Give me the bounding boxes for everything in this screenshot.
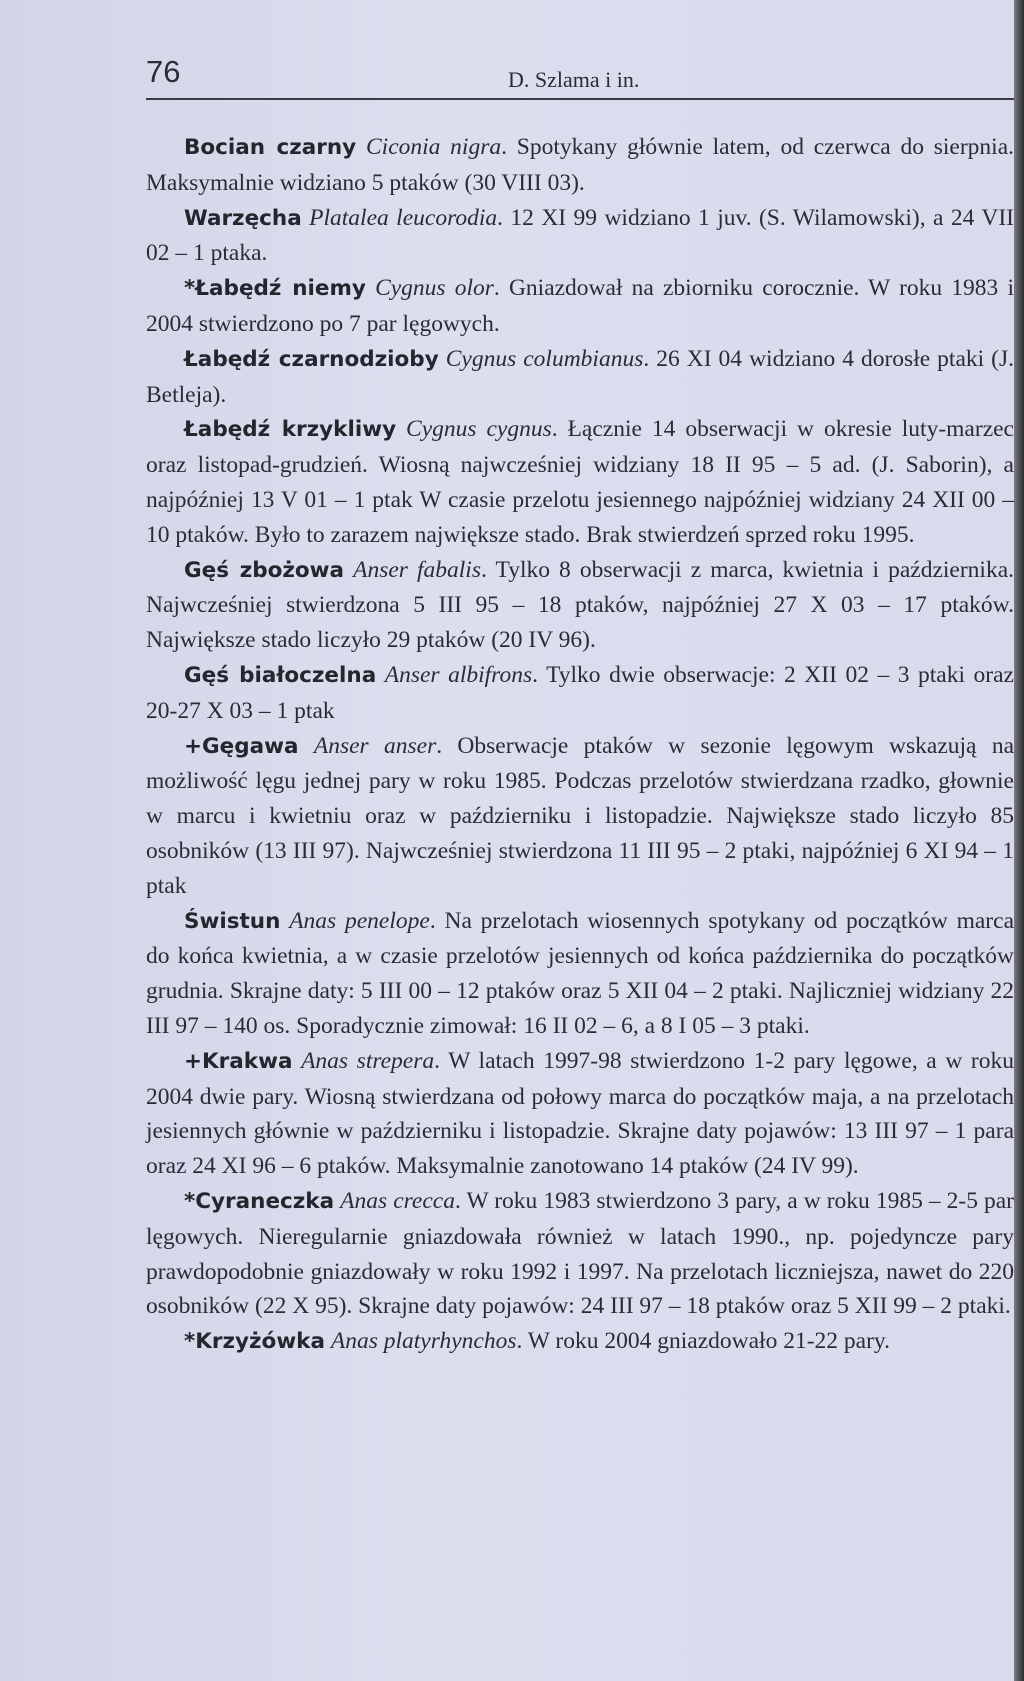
species-latin-name: Anser albifrons: [384, 661, 533, 688]
species-name: Gęś białoczelna: [184, 662, 377, 688]
page-header: [146, 50, 1014, 100]
page-number: 76: [146, 54, 181, 89]
species-entry-cyraneczka: [146, 1184, 1014, 1324]
species-entry-swistun: [146, 904, 1014, 1044]
species-description: . Na przelotach wiosennych spotykany od początków marca do końca kwietnia, a w czasie przelotów jesiennych od końca października do początków grudnia. Skrajne daty: 5 III 00 – 12 ptaków oraz 5 XII 04 – 2 ptaki. Najliczniej widziany 22 III 97 – 140 os. Sporadycznie zimował: 16 II 02 – 6, a 8 I 05 – 3 ptaki.: [146, 907, 1014, 1039]
species-description: . Tylko dwie obserwacje: 2 XII 02 – 3 ptaki oraz 20-27 X 03 – 1 ptak: [146, 661, 1014, 724]
species-latin-name: Anas penelope: [289, 907, 430, 934]
species-description: . W latach 1997-98 stwierdzono 1-2 pary lęgowe, a w roku 2004 dwie pary. Wiosną stwierdzana od połowy marca do początków maja, a na przelotach jesiennych głównie w październiku i listopadzie. Skrajne daty pojawów: 13 III 97 – 1 para oraz 24 XI 96 – 6 ptaków. Maksymalnie zanotowano 14 ptaków (24 IV 99).: [146, 1047, 1014, 1180]
species-entry-labedz-krzykliwy: [146, 412, 1014, 552]
species-entry-labedz-czarnodzioby: [146, 342, 1014, 413]
species-latin-name: Cygnus cygnus: [406, 416, 552, 443]
species-description: . Spotykany głównie latem, od czerwca do sierpnia. Maksymalnie widziano 5 ptaków (30 VIII 03).: [146, 134, 1015, 196]
species-name: Świstun: [184, 908, 281, 934]
species-name: +Krakwa: [184, 1048, 293, 1074]
species-latin-name: Platalea leucorodia: [309, 204, 498, 231]
species-name: Gęś zbożowa: [184, 557, 345, 583]
species-description: . Gniazdował na zbiorniku corocznie. W roku 1983 i 2004 stwierdzono po 7 par lęgowych.: [146, 275, 1015, 337]
species-list: [146, 130, 1014, 1360]
species-entry-warzecha: [146, 201, 1014, 272]
species-description: . W roku 2004 gniazdowało 21-22 pary.: [516, 1328, 891, 1355]
species-latin-name: Cygnus olor: [375, 275, 494, 302]
species-latin-name: Anser fabalis: [353, 556, 481, 583]
species-entry-bocian-czarny: [146, 130, 1014, 201]
species-latin-name: Cygnus columbianus: [445, 345, 644, 372]
species-entry-krakwa: [146, 1044, 1014, 1184]
species-description: . Łącznie 14 obserwacji w okresie luty-marzec oraz listopad-grudzień. Wiosną najwcześniej widziany 18 II 95 – 5 ad. (J. Saborin), a najpóźniej 13 V 01 – 1 ptak W czasie przelotu jesiennego najpóźniej widziany 24 XII 00 – 10 ptaków. Było to zarazem największe stado. Brak stwierdzeń sprzed roku 1995.: [146, 416, 1014, 548]
species-name: +Gęgawa: [184, 733, 299, 759]
species-latin-name: Anas strepera: [301, 1047, 435, 1074]
species-description: . W roku 1983 stwierdzono 3 pary, a w roku 1985 – 2-5 par lęgowych. Nieregularnie gniazdowała również w latach 1990., np. pojedyncze pary prawdopodobnie gniazdowały w roku 1992 i 1997. Na przelotach liczniejsza, nawet do 220 osobników (22 X 95). Skrajne daty pojawów: 24 III 97 – 18 ptaków oraz 5 XII 99 – 2 ptaki.: [146, 1187, 1015, 1320]
species-name: Bocian czarny: [184, 135, 357, 160]
species-description: . 12 XI 99 widziano 1 juv. (S. Wilamowski), a 24 VII 02 – 1 ptaka.: [146, 204, 1014, 267]
page-edge-shadow: [1014, 0, 1024, 1681]
species-entry-gegawa: [146, 729, 1014, 904]
species-description: . 26 XI 04 widziano 4 dorosłe ptaki (J. Betleja).: [146, 345, 1015, 408]
species-name: Warzęcha: [184, 205, 302, 231]
species-name: *Krzyżówka: [184, 1329, 325, 1355]
species-entry-ges-bialoczelna: [146, 658, 1014, 729]
species-name: Łabędź czarnodzioby: [184, 346, 439, 372]
running-head: D. Szlama i in.: [508, 67, 640, 92]
species-entry-ges-zbozowa: [146, 553, 1014, 658]
species-entry-krzyzowka: [146, 1324, 1014, 1360]
species-latin-name: Ciconia nigra: [365, 134, 502, 160]
species-latin-name: Anas platyrhynchos: [330, 1328, 517, 1355]
species-name: *Łabędź niemy: [184, 276, 366, 302]
species-entry-labedz-niemy: [146, 271, 1014, 342]
species-description: . Tylko 8 obserwacji z marca, kwietnia i października. Najwcześniej stwierdzona 5 III 95 – 18 ptaków, najpóźniej 27 X 03 – 17 ptaków. Największe stado liczyło 29 ptaków (20 IV 96).: [146, 556, 1015, 654]
species-name: Łabędź krzykliwy: [184, 417, 397, 443]
species-latin-name: Anser anser: [313, 732, 437, 759]
species-latin-name: Anas crecca: [340, 1187, 455, 1214]
species-description: . Obserwacje ptaków w sezonie lęgowym wskazują na możliwość lęgu jednej pary w roku 1985. Podczas przelotów stwierdzana rzadko, głownie w marcu i kwietniu oraz w październiku i listopadzie. Największe stado liczyło 85 osobników (13 III 97). Najwcześniej stwierdzona 11 III 95 – 2 ptaki, najpóźniej 6 XI 94 – 1 ptak: [146, 732, 1014, 899]
species-name: *Cyraneczka: [184, 1188, 335, 1214]
